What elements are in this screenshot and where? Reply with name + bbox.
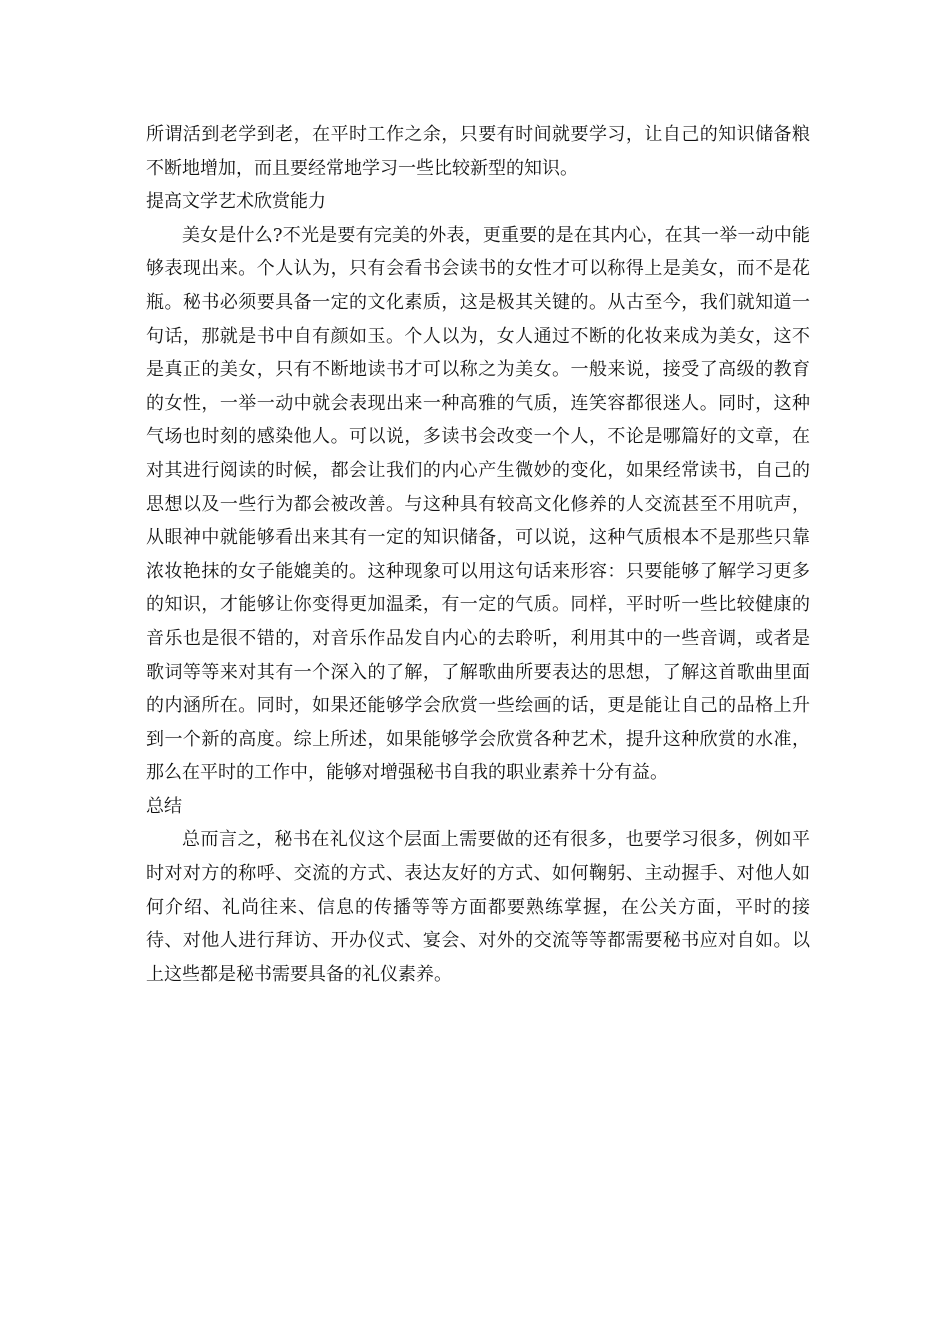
section-heading-summary: 总结 [146,795,182,817]
section-paragraph-summary: 总而言之，秘书在礼仪这个层面上需要做的还有很多，也要学习很多，例如平时对对方的称呼、交流的方式、表达友好的方式、如何鞠躬、主动握手、对他人如何介绍、礼尚往来、信息的传播等等方面都要熟练掌握，在公关方面，平时的接待、对他人进行拜访、开办仪式、宴会、对外的交流等等都需要秘书应对自如。以上这些都是秘书需要具备的礼仪素养。 [146,829,810,985]
section-heading-appreciation: 提高文学艺术欣赏能力 [146,191,326,213]
section-paragraph-appreciation: 美女是什么?不光是要有完美的外表，更重要的是在其内心，在其一举一动中能够表现出来。个人认为，只有会看书会读书的女性才可以称得上是美女，而不是花瓶。秘书必须要具备一定的文化素质，这是极其关键的。从古至今，我们就知道一句话，那就是书中自有颜如玉。个人以为，女人通过不断的化妆来成为美女，这不是真正的美女，只有不断地读书才可以称之为美女。一般来说，接受了高级的教育的女性，一举一动中就会表现出来一种高雅的气质，连笑容都很迷人。同时，这种气场也时刻的感染他人。可以说，多读书会改变一个人，不论是哪篇好的文章，在对其进行阅读的时候，都会让我们的内心产生微妙的变化，如果经常读书，自己的思想以及一些行为都会被改善。与这种具有较高文化修养的人交流甚至不用吭声，从眼神中就能够看出来其有一定的知识储备，可以说，这种气质根本不是那些只靠浓妆艳抹的女子能媲美的。这种现象可以用这句话来形容：只要能够了解学习更多的知识，才能够让你变得更加温柔，有一定的气质。同样，平时听一些比较健康的音乐也是很不错的，对音乐作品发自内心的去聆听，利用其中的一些音调，或者是歌词等等来对其有一个深入的了解，了解歌曲所要表达的思想，了解这首歌曲里面的内涵所在。同时，如果还能够学会欣赏一些绘画的话，更是能让自己的品格上升到一个新的高度。综上所述，如果能够学会欣赏各种艺术，提升这种欣赏的水准，那么在平时的工作中，能够对增强秘书自我的职业素养十分有益。 [146,224,810,784]
document-body [146,118,810,991]
intro-paragraph: 所谓活到老学到老，在平时工作之余，只要有时间就要学习，让自己的知识储备粮不断地增加，而且要经常地学习一些比较新型的知识。 [146,124,810,179]
